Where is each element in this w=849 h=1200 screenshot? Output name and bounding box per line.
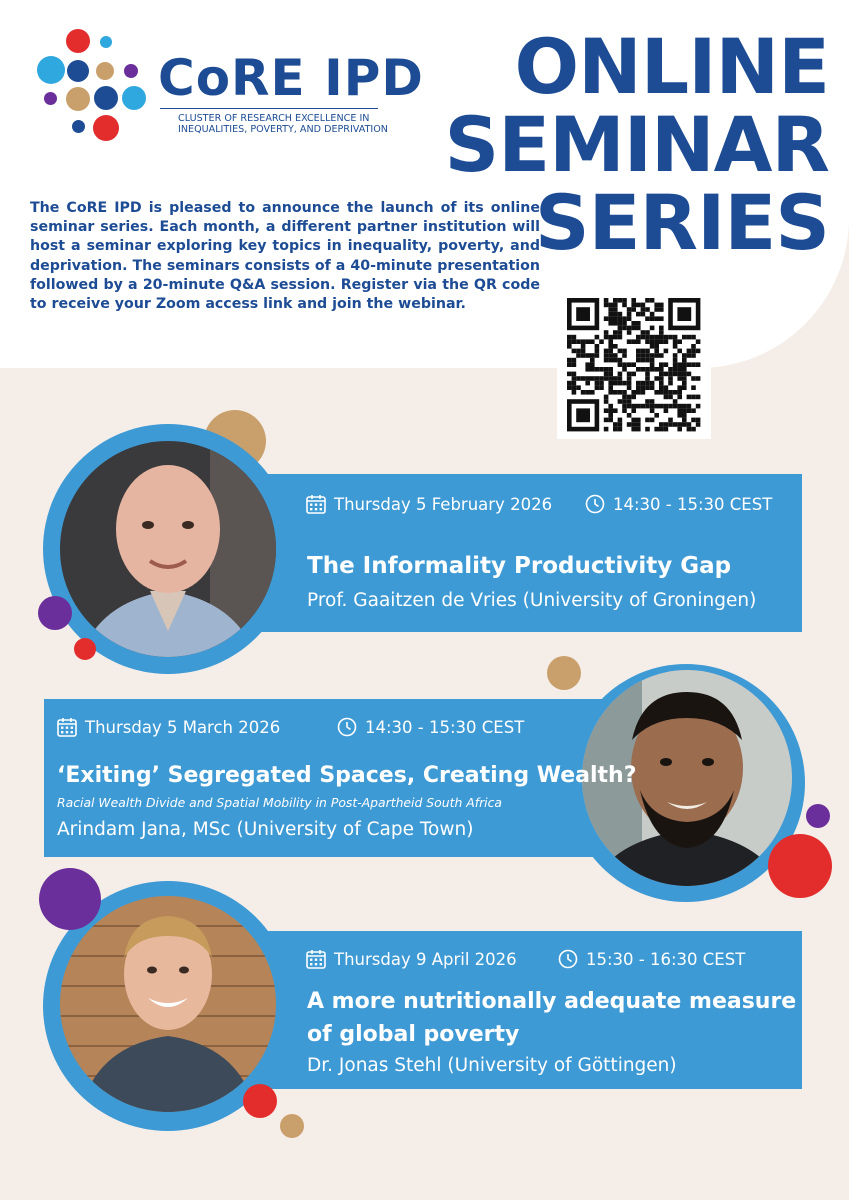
intro-paragraph: The CoRE IPD is pleased to announce the launch of its online seminar series. Each month, a different partner institution will host a seminar exploring key topics in inequality, poverty, and deprivation. The seminars consists of a 40-minute presentation followed by a 20-minute Q&A session. Register via the QR code to receive your Zoom access link and join the webinar. [30,200,540,313]
seminar-3-title: A more nutritionally adequate measure [307,989,797,1014]
seminar-3-time: 15:30 - 16:30 CEST [558,949,745,969]
title-line-2: SEMINAR [444,100,829,189]
decor-dot [243,1084,277,1118]
seminar-1-time: 14:30 - 15:30 CEST [585,494,772,514]
clock-icon [585,494,605,514]
seminar-2-time: 14:30 - 15:30 CEST [337,717,524,737]
decor-dot [806,804,830,828]
seminar-3-title-line-2: of global poverty [307,1022,520,1047]
title-line-3: SERIES [534,178,829,267]
clock-icon [337,717,357,737]
logo-name: CoRE IPD [158,49,424,107]
calendar-icon [57,717,77,737]
seminar-3-date: Thursday 9 April 2026 [306,949,517,969]
calendar-icon [306,494,326,514]
title-line-1: ONLINE [514,22,829,111]
speaker-photo-3 [60,896,276,1112]
seminar-1-date: Thursday 5 February 2026 [306,494,552,514]
clock-icon [558,949,578,969]
seminar-3-speaker: Dr. Jonas Stehl (University of Göttingen) [307,1055,677,1076]
decor-dot [74,638,96,660]
seminar-2-date: Thursday 5 March 2026 [57,717,280,737]
logo-subtitle: CLUSTER OF RESEARCH EXCELLENCE IN INEQUALITIES, POVERTY, AND DEPRIVATION [178,113,388,135]
seminar-2-subtitle: Racial Wealth Divide and Spatial Mobility in Post-Apartheid South Africa [57,795,503,810]
decor-dot [547,656,581,690]
seminar-1-title: The Informality Productivity Gap [307,553,732,579]
seminar-2-speaker: Arindam Jana, MSc (University of Cape Town) [57,819,474,840]
logo-divider [160,108,378,109]
speaker-photo-1 [60,441,276,657]
seminar-1-speaker: Prof. Gaaitzen de Vries (University of Groningen) [307,590,757,611]
registration-qr-code[interactable] [557,288,711,439]
decor-dot [39,868,101,930]
decor-dot [768,834,832,898]
seminar-2-title: ‘Exiting’ Segregated Spaces, Creating Wealth? [57,763,637,788]
calendar-icon [306,949,326,969]
decor-dot [280,1114,304,1138]
decor-dot [38,596,72,630]
